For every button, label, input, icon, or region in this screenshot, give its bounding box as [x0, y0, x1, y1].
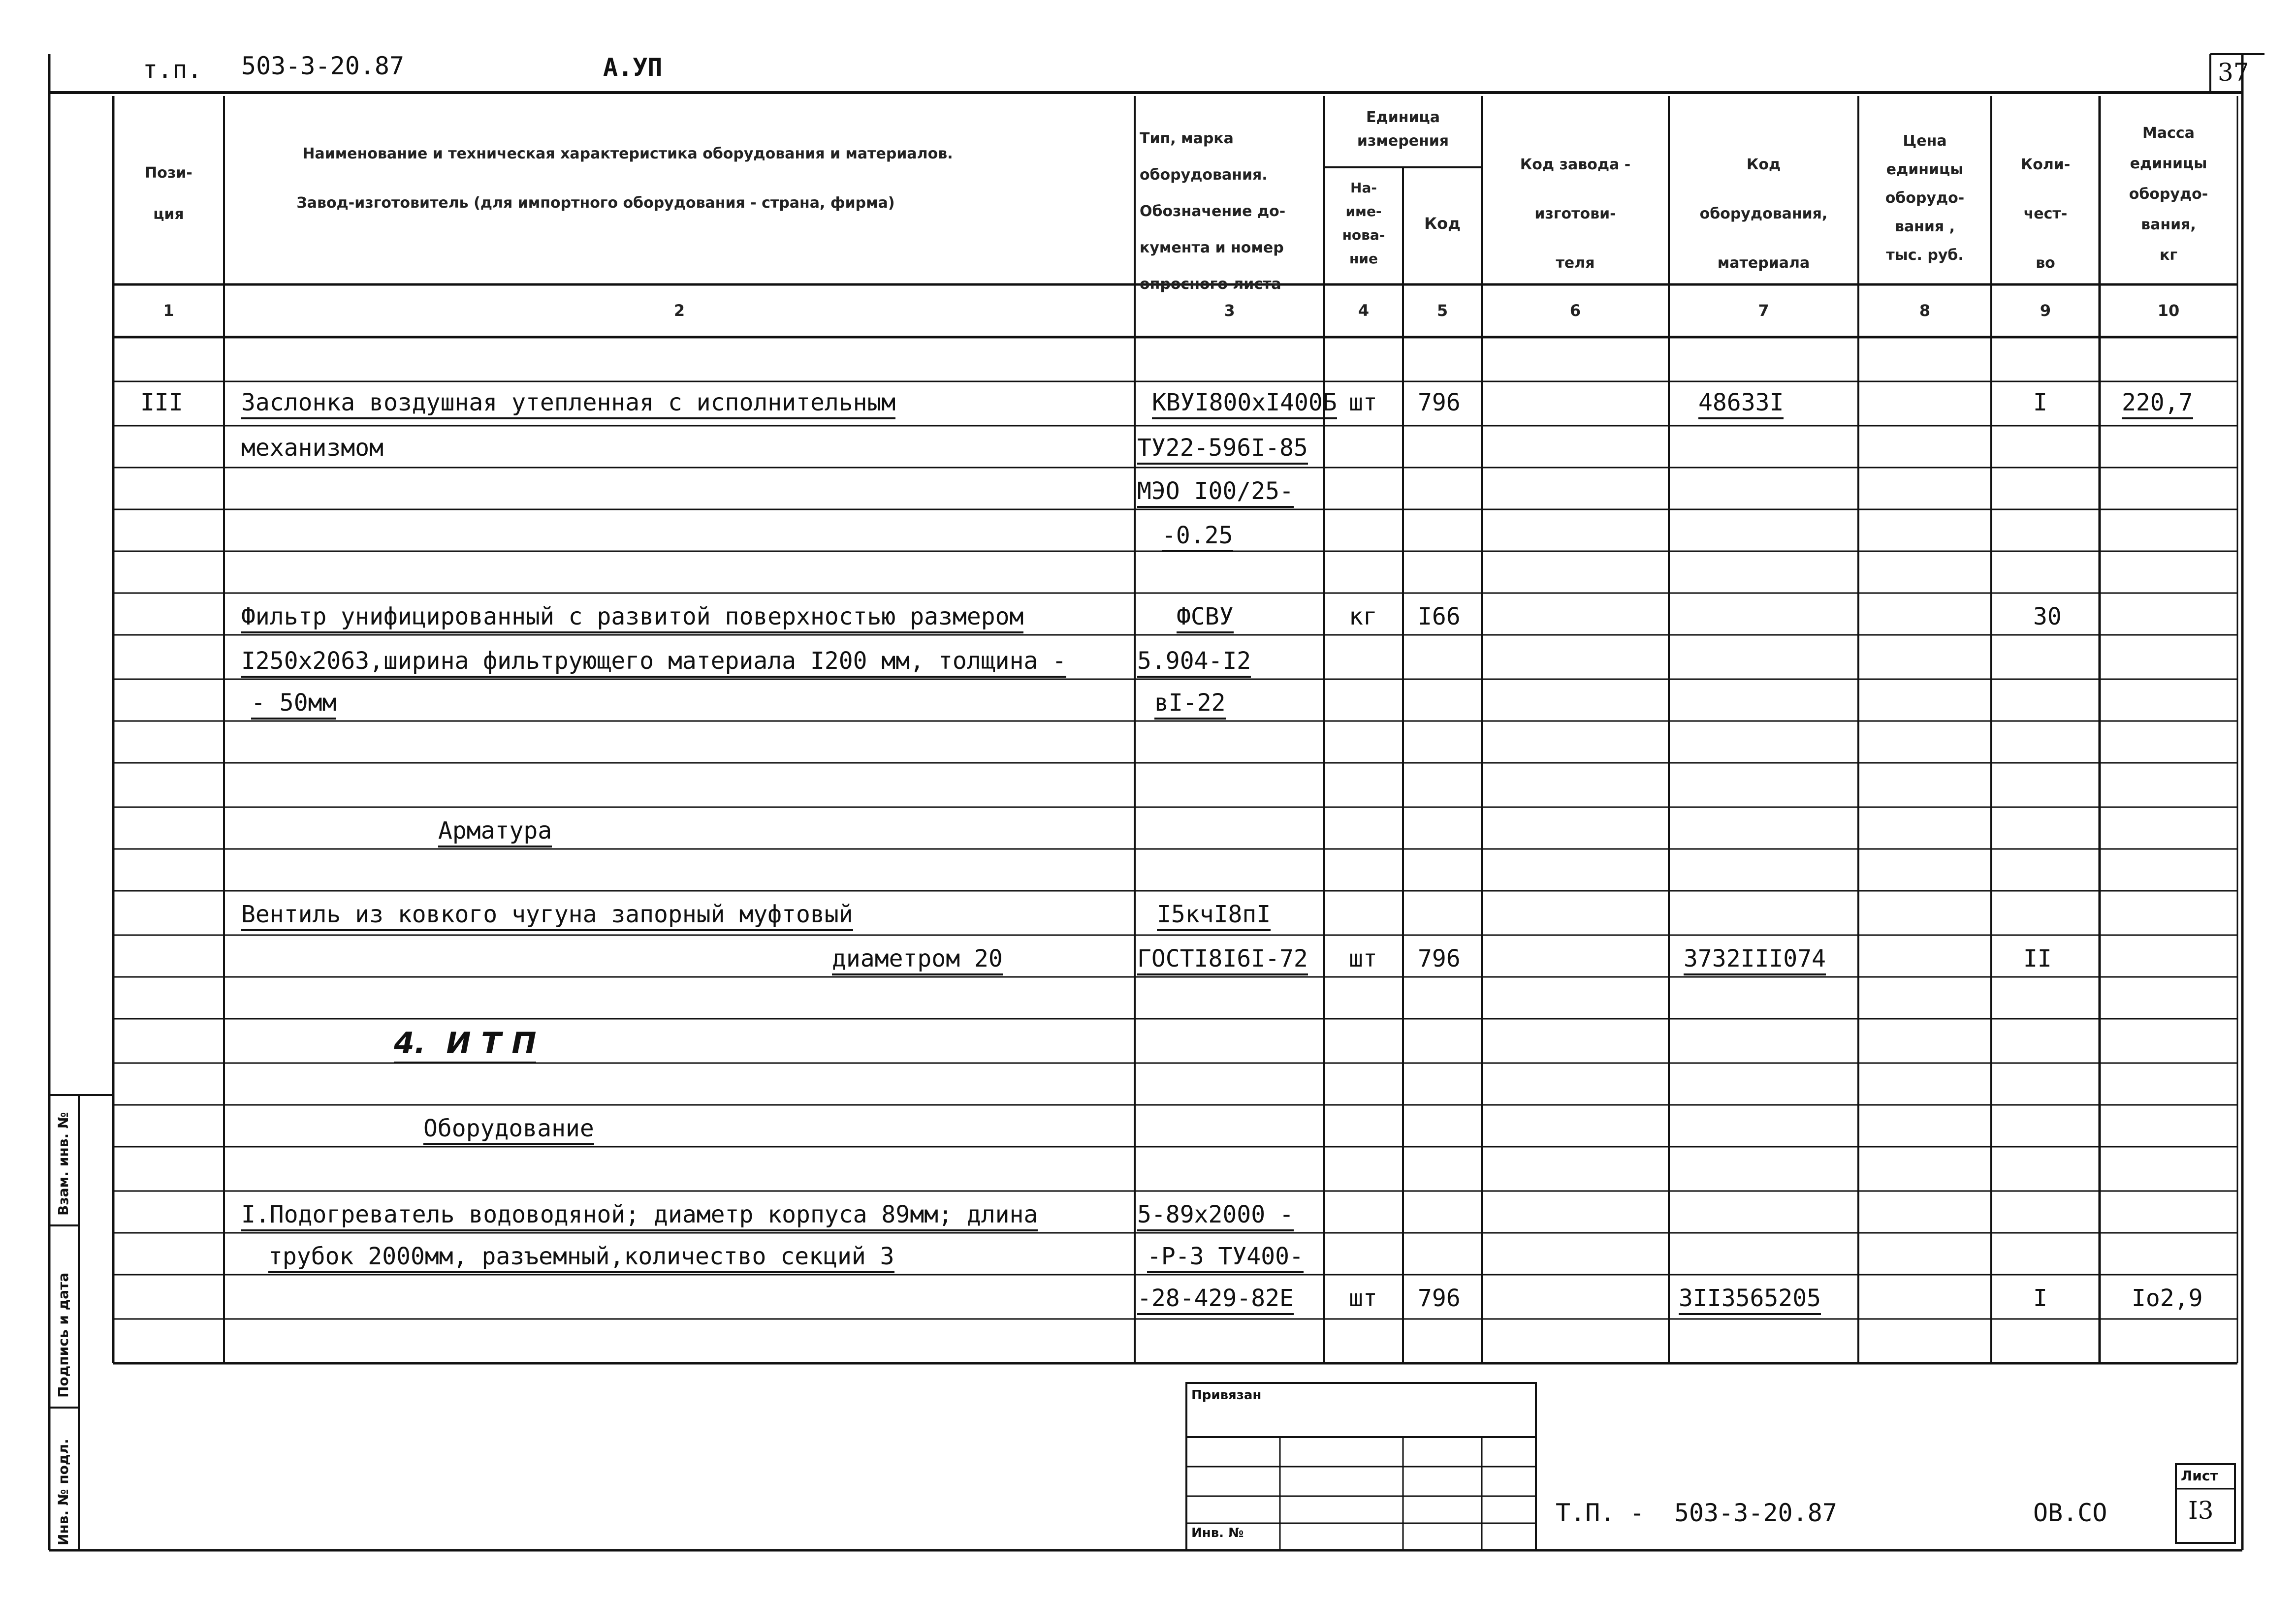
row15-unit: шт — [1349, 1285, 1377, 1312]
row4-type: -0.25 — [1162, 522, 1233, 552]
row1-quantity: I — [2033, 389, 2047, 416]
stamp-replace-inv: Взам. инв. № — [55, 1112, 71, 1216]
row9-type: I5кчI8пI — [1157, 901, 1271, 931]
row5-unit-code: I66 — [1418, 603, 1461, 630]
row13-type: 5-89х2000 - — [1137, 1201, 1294, 1231]
row14-type: -Р-3 ТУ400- — [1147, 1243, 1304, 1273]
header-name-line2: Завод-изготовитель (для импортного оборудования - страна, фирма) — [296, 194, 895, 212]
col-number-8: 8 — [1919, 301, 1931, 320]
row2-name: механизмом — [241, 434, 383, 462]
section-armature: Арматура — [438, 817, 552, 847]
row5-name: Фильтр унифицированный с развитой поверхностью размером — [241, 603, 1023, 633]
footer-privyazan: Привязан — [1191, 1388, 1262, 1403]
header-quantity: Коли- чест- во — [2020, 156, 2071, 272]
row9-name: Вентиль из ковкого чугуна запорный муфтовый — [241, 901, 853, 931]
row2-type: ТУ22-596I-85 — [1137, 434, 1308, 465]
col-number-5: 5 — [1436, 301, 1448, 320]
row6-type: 5.904-I2 — [1137, 647, 1251, 678]
header-price: Цена единицы оборудо- вания , тыс. руб. — [1885, 132, 1965, 264]
header-name-line1: Наименование и техническая характеристика оборудования и материалов. — [302, 145, 953, 162]
col-number-2: 2 — [673, 301, 685, 320]
header-equipment-code: Код оборудования, материала — [1699, 156, 1828, 272]
footer-sheet-value: I3 — [2188, 1496, 2214, 1525]
doc-prefix: т.п. — [143, 55, 202, 84]
row5-unit: кг — [1349, 603, 1377, 630]
row14-name: трубок 2000мм, разъемный,количество секций 3 — [268, 1243, 894, 1273]
footer-inv-no: Инв. № — [1191, 1526, 1244, 1540]
row1-unit-code: 796 — [1418, 389, 1461, 416]
row15-equipment-code: 3II3565205 — [1679, 1285, 1821, 1315]
row15-type: -28-429-82Е — [1137, 1285, 1294, 1315]
row1-unit: шт — [1349, 389, 1377, 416]
row3-type: МЭО I00/25- — [1137, 477, 1294, 508]
row10-quantity: II — [2023, 945, 2052, 972]
header-type: Тип, марка оборудования. Обозначение до- кумента и номер опросного листа — [1140, 130, 1286, 293]
album-code: А.УП — [603, 53, 663, 82]
project-number: 503-3-20.87 — [241, 52, 405, 80]
header-unit-name: На- име- нова- ние — [1342, 180, 1385, 267]
col-number-1: 1 — [163, 301, 174, 320]
row10-unit-code: 796 — [1418, 945, 1461, 972]
row1-type: КВУI800хI400Б — [1152, 389, 1337, 419]
row15-unit-code: 796 — [1418, 1285, 1461, 1312]
row5-type: ФСВУ — [1177, 603, 1234, 633]
row1-mass: 220,7 — [2122, 389, 2193, 419]
row10-equipment-code: 3732III074 — [1684, 945, 1826, 975]
col-number-6: 6 — [1569, 301, 1581, 320]
col-number-10: 10 — [2157, 301, 2180, 320]
header-factory-code: Код завода - изготови- теля — [1520, 156, 1631, 272]
header-position: Пози- ция — [145, 164, 192, 223]
stamp-inv-original: Инв. № подл. — [55, 1439, 71, 1545]
section-equipment: Оборудование — [423, 1115, 594, 1145]
footer-sheet-label: Лист — [2181, 1468, 2218, 1484]
row15-mass: Io2,9 — [2132, 1285, 2203, 1312]
row1-position: III — [140, 389, 183, 416]
row7-type: вI-22 — [1154, 689, 1226, 720]
footer-doc-code: Т.П. - 503-3-20.87 — [1556, 1499, 1837, 1527]
row7-name: - 50мм — [251, 689, 336, 720]
header-unit-group: Единица измерения — [1357, 109, 1449, 150]
page-number: 37 — [2218, 58, 2249, 87]
row10-type: ГОСТI8I6I-72 — [1137, 945, 1308, 975]
col-number-9: 9 — [2040, 301, 2051, 320]
section-itp-title: 4. И Т П — [394, 1026, 536, 1064]
row10-unit: шт — [1349, 945, 1377, 972]
row10-name: диаметром 20 — [832, 945, 1003, 975]
row1-name: Заслонка воздушная утепленная с исполнительным — [241, 389, 895, 419]
col-number-7: 7 — [1758, 301, 1769, 320]
row6-name: I250х2063,ширина фильтрующего материала I200 мм, толщина - — [241, 647, 1066, 678]
col-number-3: 3 — [1224, 301, 1235, 320]
header-unit-code: Код — [1424, 214, 1461, 233]
stamp-signature-date: Подпись и дата — [55, 1272, 71, 1398]
row5-quantity: 30 — [2033, 603, 2062, 630]
row13-name: I.Подогреватель водоводяной; диаметр корпуса 89мм; длина — [241, 1201, 1038, 1231]
col-number-4: 4 — [1358, 301, 1370, 320]
header-mass: Масса единицы оборудо- вания, кг — [2129, 125, 2208, 264]
footer-sheet-code: ОВ.СО — [2033, 1499, 2107, 1527]
row1-equipment-code: 48633I — [1698, 389, 1784, 419]
row15-quantity: I — [2033, 1285, 2047, 1312]
